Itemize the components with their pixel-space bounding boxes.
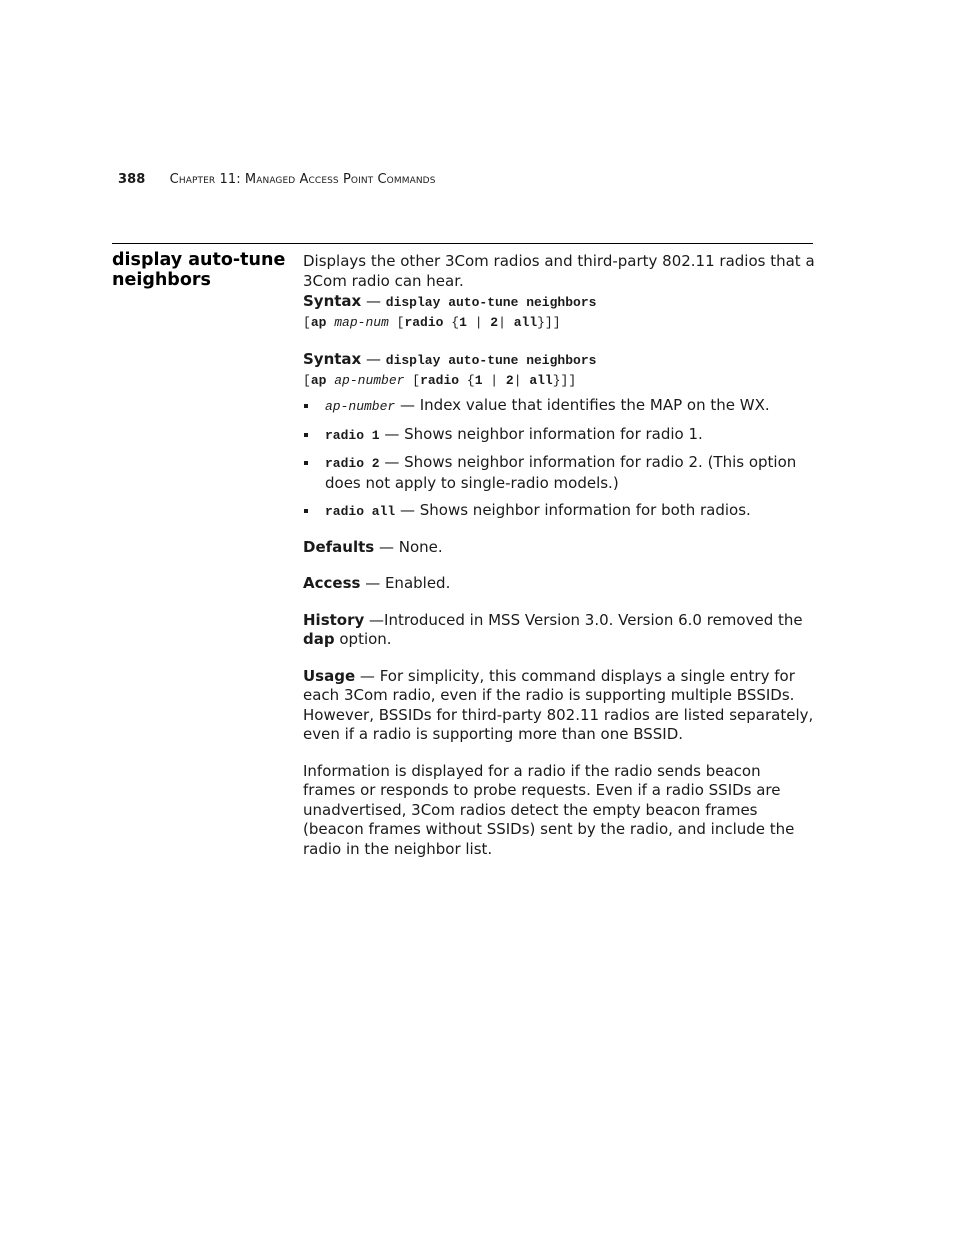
syntax-arguments: [ap ap-number [radio {1 | 2| all}]] bbox=[303, 373, 577, 388]
history-paragraph bbox=[303, 611, 815, 650]
section-title: display auto-tune neighbors bbox=[112, 250, 286, 290]
parameter-description: — Shows neighbor information for radio 1. bbox=[379, 424, 703, 443]
syntax-dash: — bbox=[361, 292, 386, 310]
parameter-name: radio 2 bbox=[325, 456, 380, 471]
syntax-label: Syntax bbox=[303, 292, 362, 310]
history-text: —Introduced in MSS Version 3.0. Version 6.0 removed the bbox=[364, 610, 803, 629]
syntax-label: Syntax bbox=[303, 350, 362, 368]
chapter-title: Chapter 11: Managed Access Point Commands bbox=[169, 172, 436, 187]
access-label: Access bbox=[303, 574, 361, 592]
access-paragraph bbox=[303, 574, 815, 594]
defaults-text: — None. bbox=[374, 537, 443, 556]
syntax-command: display auto-tune neighbors bbox=[385, 353, 597, 368]
parameter-name: ap-number bbox=[325, 399, 396, 414]
defaults-paragraph bbox=[303, 538, 815, 558]
page-header bbox=[118, 172, 436, 187]
parameter-description: — Shows neighbor information for radio 2. (This option does not apply to single-radio models.) bbox=[325, 453, 797, 492]
list-item bbox=[303, 425, 815, 446]
page-number: 388 bbox=[118, 172, 146, 187]
history-label: History bbox=[303, 610, 365, 629]
parameter-description: — Index value that identifies the MAP on the WX. bbox=[395, 396, 770, 414]
syntax-block-1 bbox=[303, 291, 815, 332]
list-item bbox=[303, 501, 815, 522]
usage-paragraph bbox=[303, 667, 815, 745]
syntax-arguments: [ap map-num [radio {1 | 2| all}]] bbox=[303, 315, 561, 330]
bullet-icon bbox=[304, 509, 308, 513]
bullet-icon bbox=[304, 404, 308, 408]
defaults-label: Defaults bbox=[303, 537, 375, 556]
parameter-name: radio all bbox=[325, 504, 396, 519]
list-item bbox=[303, 396, 815, 417]
section-body bbox=[303, 252, 815, 859]
history-text-end: option. bbox=[334, 630, 392, 648]
usage-text: — For simplicity, this command displays a single entry for each 3Com radio, even if the radio is supporting multiple BSSIDs. However, BSSIDs for third-party 802.11 radios are listed separately, even if a radio is supporting more than one BSSID. bbox=[303, 666, 814, 743]
parameter-name: radio 1 bbox=[325, 427, 380, 443]
bullet-icon bbox=[304, 461, 308, 465]
bullet-icon bbox=[304, 433, 308, 437]
syntax-command: display auto-tune neighbors bbox=[385, 295, 597, 310]
info-paragraph: Information is displayed for a radio if the radio sends beacon frames or responds to probe requests. Even if a radio SSIDs are unadvertised, 3Com radios detect the empty beacon frames (beacon frames without SSIDs) sent by the radio, and include the radio in the neighbor list. bbox=[303, 761, 795, 858]
parameter-description: — Shows neighbor information for both radios. bbox=[395, 501, 751, 519]
parameter-list bbox=[303, 396, 815, 522]
syntax-block-2 bbox=[303, 349, 815, 390]
list-item bbox=[303, 453, 815, 493]
usage-label: Usage bbox=[303, 666, 356, 685]
syntax-dash: — bbox=[361, 350, 386, 368]
section-divider bbox=[112, 243, 813, 244]
history-keyword: dap bbox=[303, 630, 335, 648]
access-text: — Enabled. bbox=[360, 574, 451, 592]
command-description: Displays the other 3Com radios and third-party 802.11 radios that a 3Com radio can hear. bbox=[303, 252, 815, 290]
